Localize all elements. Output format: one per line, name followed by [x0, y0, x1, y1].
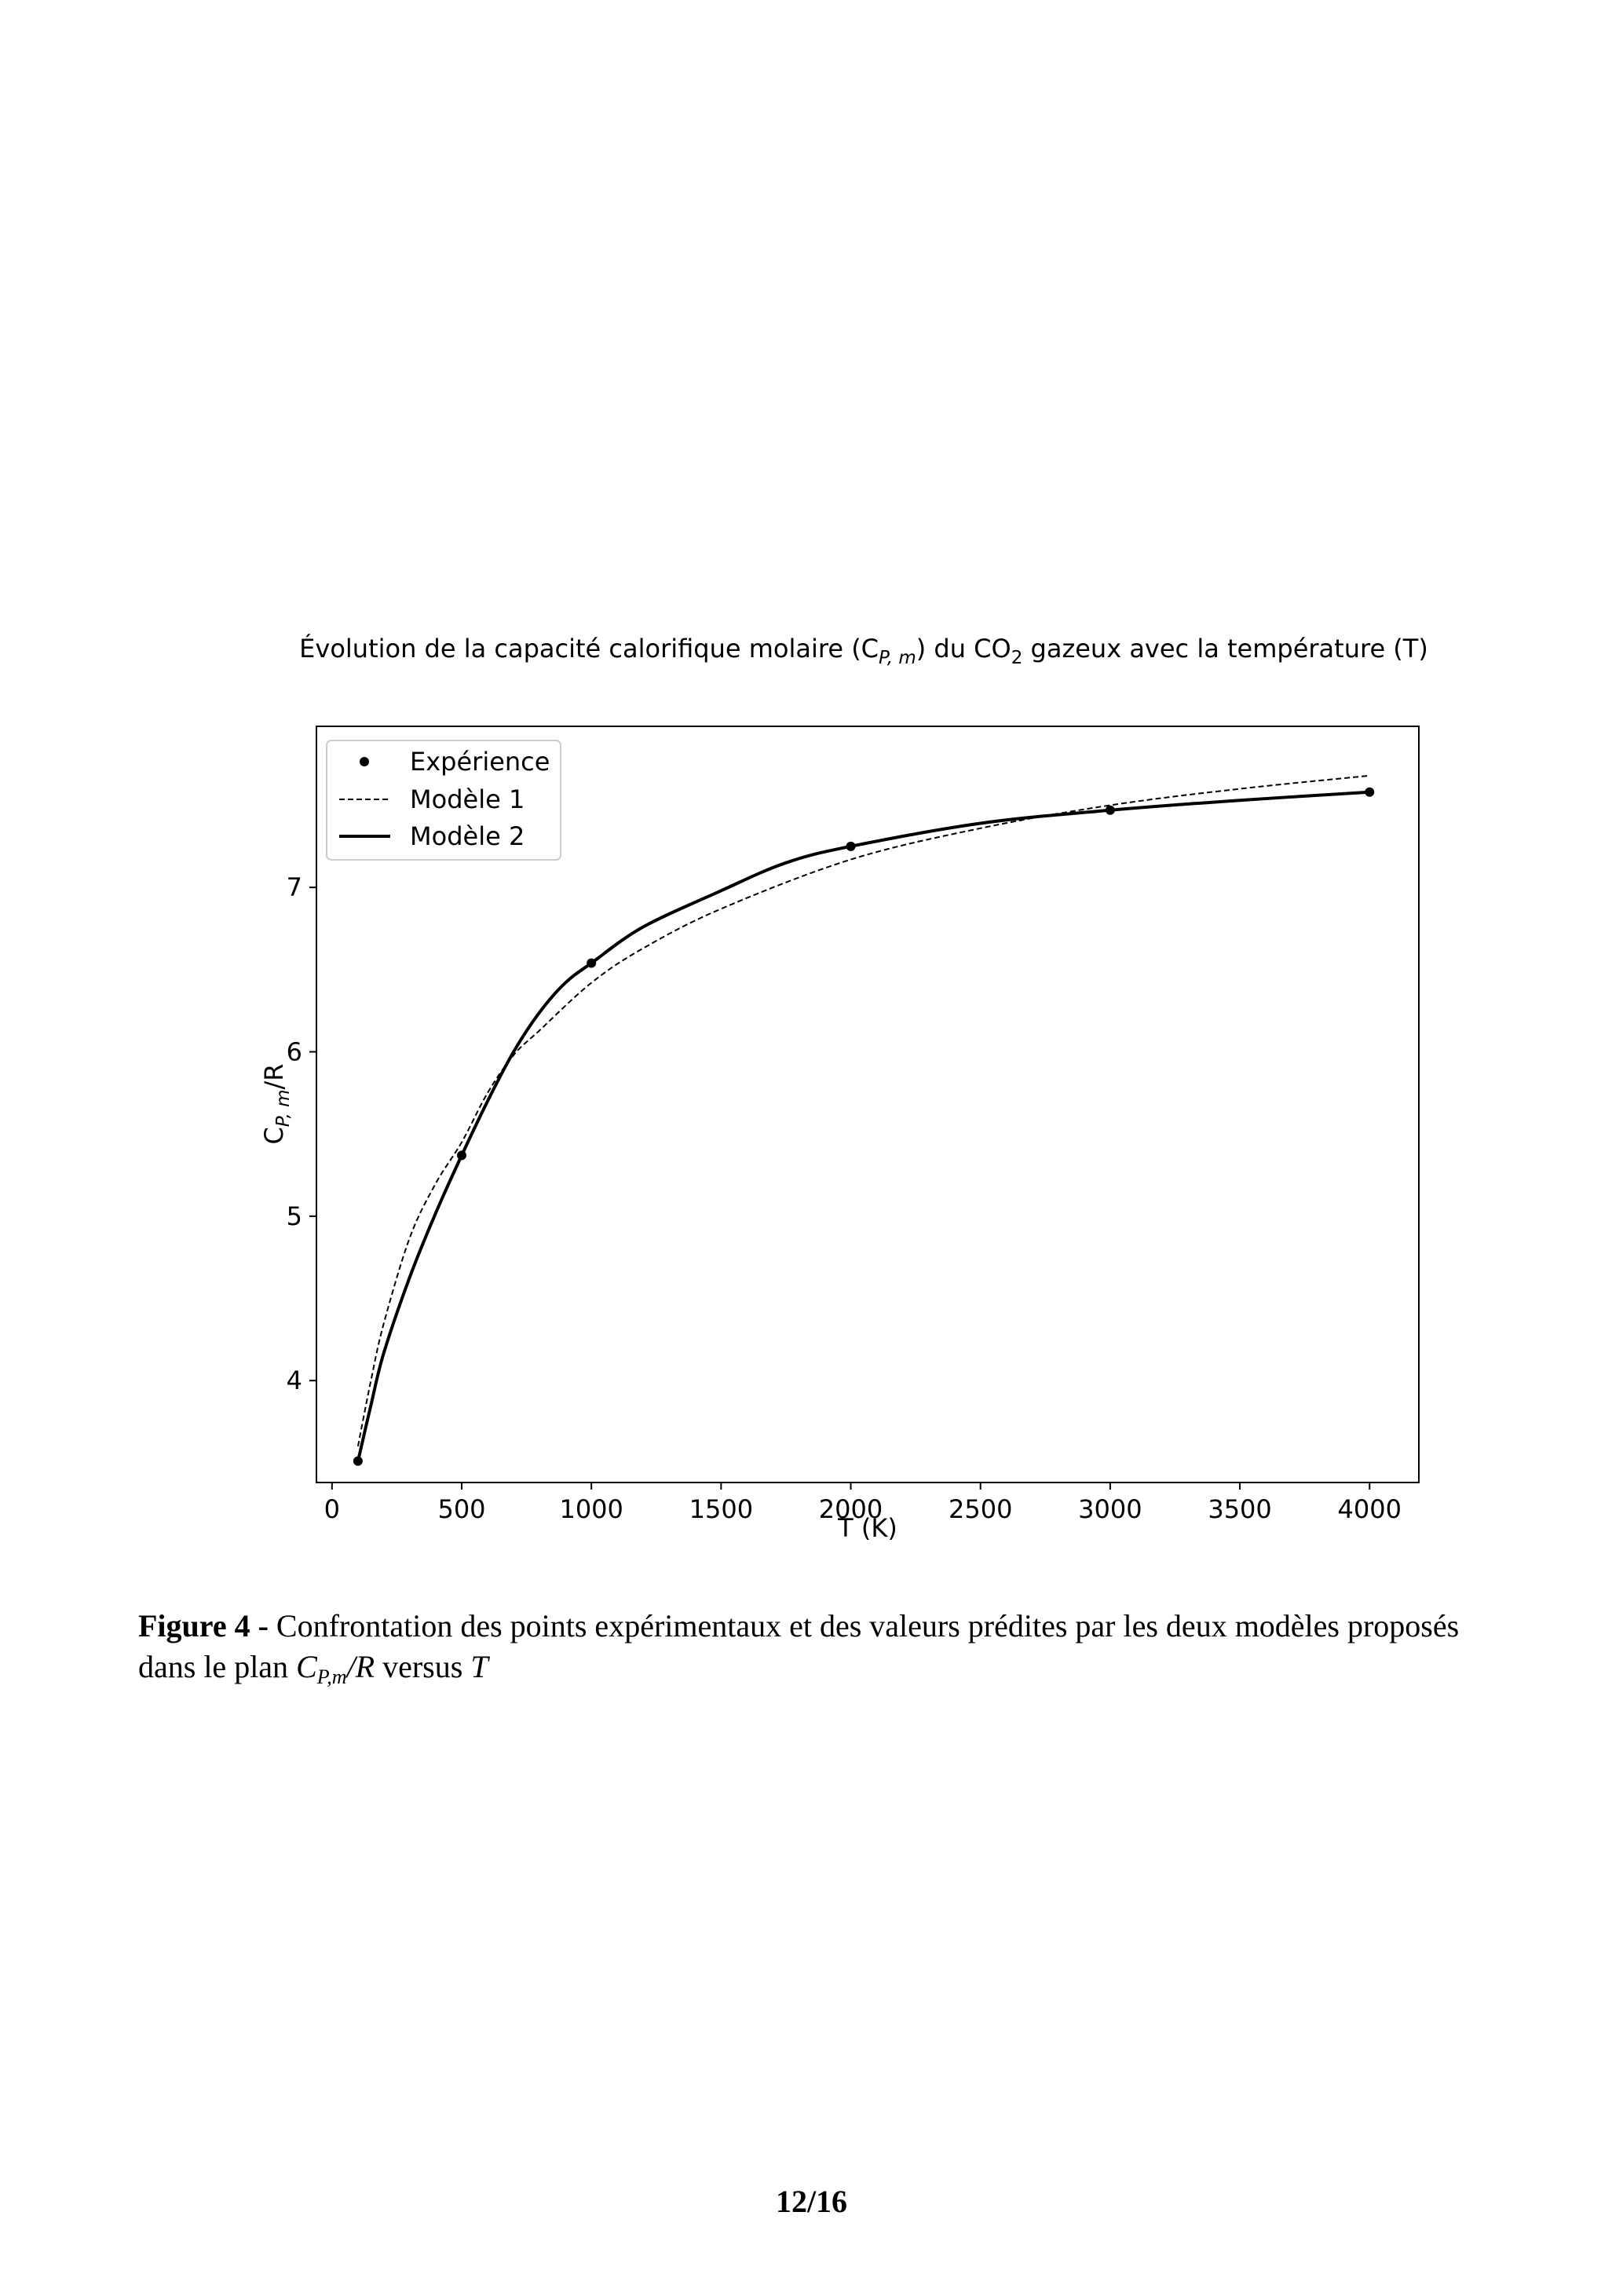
- x-tick-label: 2500: [948, 1494, 1013, 1524]
- caption-label: Figure 4 -: [138, 1608, 269, 1643]
- caption-text-line2: dans le plan: [138, 1649, 297, 1684]
- caption-versus: versus: [375, 1649, 471, 1684]
- series-line-model-2: [358, 792, 1369, 1461]
- legend: [327, 740, 561, 860]
- legend-label-model-1: Modèle 1: [410, 784, 525, 814]
- y-axis: [287, 872, 316, 1395]
- data-point-experience: [1106, 806, 1115, 815]
- data-point-experience: [457, 1150, 466, 1160]
- data-point-experience: [587, 958, 596, 967]
- x-tick-label: 500: [437, 1494, 486, 1524]
- y-tick-label: 6: [286, 1036, 302, 1067]
- data-point-experience: [353, 1457, 363, 1466]
- y-axis-label: $C_{P, m}/R$: [259, 1063, 294, 1145]
- x-tick-label: 0: [324, 1494, 341, 1524]
- x-tick-label: 3000: [1078, 1494, 1142, 1524]
- legend-label-experience: Expérience: [410, 747, 550, 777]
- data-point-experience: [1365, 788, 1374, 797]
- y-tick-label: 7: [286, 872, 302, 903]
- caption-text: Confrontation des points expérimentaux et des valeurs prédites par les deux modèles proposés: [268, 1608, 1460, 1643]
- figure-caption: [138, 1606, 1504, 1698]
- y-tick-label: 4: [286, 1366, 302, 1396]
- caption-var-t: T: [470, 1649, 488, 1684]
- series-layer: [353, 776, 1374, 1466]
- x-tick-label: 1500: [689, 1494, 754, 1524]
- series-line-model-1: [358, 776, 1369, 1446]
- y-tick-label: 5: [286, 1201, 302, 1231]
- caption-slash-r: /R: [346, 1649, 375, 1684]
- x-tick-label: 3500: [1208, 1494, 1272, 1524]
- x-tick-label: 1000: [559, 1494, 623, 1524]
- x-axis-label: T (K): [838, 1513, 897, 1543]
- chart-title: Évolution de la capacité calorifique molaire $(C_{P, m})$ du $CO_2$ gazeux avec la température (T): [299, 634, 1428, 668]
- x-tick-label: 4000: [1337, 1494, 1402, 1524]
- legend-label-model-2: Modèle 2: [410, 821, 525, 851]
- legend-marker-experience: [360, 757, 369, 766]
- page-number: 12/16: [775, 2184, 848, 2219]
- caption-var-c: $C_{P,m}$: [296, 1649, 347, 1688]
- x-tick-label: 2000: [818, 1494, 883, 1524]
- data-point-experience: [846, 842, 856, 851]
